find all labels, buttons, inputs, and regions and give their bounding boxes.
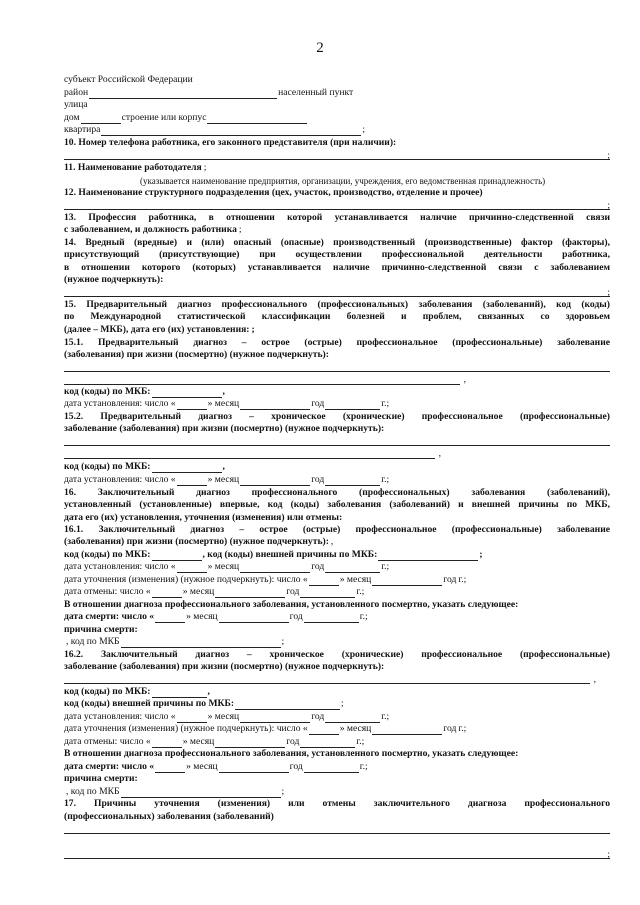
address-semicolon: ; xyxy=(362,124,366,135)
final-acute-death-mkb-row xyxy=(64,636,610,648)
final-acute-mkb-label: код (коды) по МКБ: xyxy=(64,549,151,560)
section-16-2-line2: заболевание (заболевания) при жизни (посмертно) (нужное подчеркнуть): xyxy=(64,661,385,672)
address-house-label: дом xyxy=(64,112,80,123)
address-district-field[interactable] xyxy=(89,89,277,99)
section-16-line2: установленный (установленные) впервые, код (коды) заболевания (заболеваний) и внешней причины по МКБ, xyxy=(64,499,610,510)
final-acute-cancel-day-field[interactable] xyxy=(152,588,182,598)
prelim-chronic-mkb-field[interactable] xyxy=(152,463,222,473)
section-11-end: ; xyxy=(203,162,207,173)
final-chronic-death-day-field[interactable] xyxy=(155,763,185,773)
section-14-line1: 14. Вредный (вредные) и (или) опасный (опасные) производственный (производственные) фактор (факторы), xyxy=(64,237,610,248)
address-apartment-row xyxy=(64,124,610,136)
address-building-field[interactable] xyxy=(207,114,307,124)
section-16-2-comma: , xyxy=(593,674,596,685)
page-number: 2 xyxy=(316,40,324,56)
prelim-chronic-month-field[interactable] xyxy=(240,476,310,486)
final-chronic-ext-field[interactable] xyxy=(235,700,340,710)
final-chronic-cancel-label: дата отмены: число « xyxy=(64,736,151,747)
final-chronic-refine-year-end: г.; xyxy=(458,723,467,734)
prelim-chronic-mkb-comma: , xyxy=(222,461,225,472)
section-14-line4: (нужное подчеркнуть): xyxy=(64,274,164,285)
address-apartment-label: квартира xyxy=(64,124,101,135)
section-17-rule2 xyxy=(64,858,610,859)
section-10-label: 10. Номер телефона работника, его законного представителя (при наличии): xyxy=(64,137,397,148)
final-acute-mkb-field[interactable] xyxy=(152,551,202,561)
section-17-rule1 xyxy=(64,833,610,834)
final-chronic-cancel-day-field[interactable] xyxy=(152,738,182,748)
section-15-1-rule2 xyxy=(64,384,460,385)
section-15-2-line2: заболевание (заболевания) при жизни (посмертно) (нужное подчеркнуть): xyxy=(64,423,385,434)
final-acute-death-label: дата смерти: число « xyxy=(64,611,155,622)
section-16-2-line1: 16.2. Заключительный диагноз – хроническое (хронические) профессиональное (профессиональные) xyxy=(64,649,610,660)
final-chronic-mkb-field[interactable] xyxy=(152,688,207,698)
section-11-hint: (указывается наименование предприятия, организации, учреждения, его ведомственная принадлежность) xyxy=(140,176,546,186)
final-chronic-death-month-label: » месяц xyxy=(186,761,218,772)
section-15-1-row xyxy=(64,349,610,361)
section-16-1-line2: (заболевания) при жизни (посмертно) (нужное подчеркнуть): xyxy=(64,536,329,547)
prelim-acute-month-label: » месяц xyxy=(207,398,240,409)
prelim-chronic-date-row xyxy=(64,474,610,486)
section-15-1-rule1 xyxy=(64,371,610,372)
address-district-row xyxy=(64,87,610,99)
section-10-row xyxy=(64,137,610,149)
prelim-chronic-mkb-label: код (коды) по МКБ: xyxy=(64,461,151,472)
final-acute-day-field[interactable] xyxy=(177,563,207,573)
final-chronic-ext-end: ; xyxy=(341,698,344,709)
section-15-2-rule2 xyxy=(64,458,435,459)
section-10-rule xyxy=(64,159,610,160)
prelim-chronic-month-label: » месяц xyxy=(207,474,240,485)
final-chronic-cancel-row xyxy=(64,736,610,748)
final-chronic-death-cause-label: причина смерти: xyxy=(64,773,138,784)
address-house-field[interactable] xyxy=(81,114,121,124)
section-12-row xyxy=(64,187,610,199)
final-acute-date-label: дата установления: число « xyxy=(64,561,176,572)
final-acute-refine-month-label: » месяц xyxy=(339,574,372,585)
final-acute-month-label: » месяц xyxy=(207,561,240,572)
section-10-end: ; xyxy=(607,150,610,161)
section-16-2-row xyxy=(64,661,610,673)
final-chronic-year-end: г.; xyxy=(381,711,390,722)
address-subject-row xyxy=(64,74,610,86)
final-acute-death-mkb-label: , код по МКБ xyxy=(66,636,120,647)
prelim-chronic-year-field[interactable] xyxy=(325,476,380,486)
final-chronic-cancel-year-field[interactable] xyxy=(300,738,355,748)
section-15-line3: (далее – МКБ), дата его (их) установления: xyxy=(64,324,250,335)
address-apartment-field[interactable] xyxy=(101,126,361,136)
final-chronic-death-mkb-field[interactable] xyxy=(121,788,281,798)
final-chronic-cancel-month-label: » месяц xyxy=(182,736,215,747)
section-16-line3: дата его (их) установления, уточнения (изменения) или отмены: xyxy=(64,512,343,523)
final-acute-cancel-row xyxy=(64,586,610,598)
section-15-2-row xyxy=(64,423,610,435)
final-chronic-death-mkb-end: ; xyxy=(281,786,285,797)
final-acute-ext-label: , код (коды) внешней причины по МКБ: xyxy=(202,549,378,560)
final-acute-year-field[interactable] xyxy=(325,563,380,573)
prelim-acute-day-field[interactable] xyxy=(177,400,207,410)
final-acute-death-month-field[interactable] xyxy=(219,613,289,623)
prelim-acute-mkb-label: код (коды) по МКБ: xyxy=(64,386,151,397)
final-chronic-year-field[interactable] xyxy=(325,713,380,723)
section-16-1-comma: , xyxy=(330,536,334,547)
prelim-acute-month-field[interactable] xyxy=(240,400,310,410)
section-13-line1: 13. Профессия работника, в отношении которой устанавливается наличие причинно-следственной связи xyxy=(64,212,610,223)
section-12-label: 12. Наименование структурного подразделения (цех, участок, производство, отделение и прочее) xyxy=(64,187,483,198)
section-15-1-line1: 15.1. Предварительный диагноз – острое (острые) профессиональное (профессиональные) заболевание xyxy=(64,337,610,348)
address-house-row xyxy=(64,112,610,124)
final-acute-refine-year-end: г.; xyxy=(458,574,467,585)
prelim-chronic-year-end: г.; xyxy=(381,474,390,485)
final-chronic-death-mkb-row xyxy=(64,786,610,798)
section-17-row xyxy=(64,811,610,823)
final-acute-cancel-year-field[interactable] xyxy=(300,588,355,598)
final-chronic-death-label: дата смерти: число « xyxy=(64,761,155,772)
final-acute-death-cause-row xyxy=(64,624,610,636)
section-16-line1: 16. Заключительный диагноз профессионального (профессиональных) заболевания (заболеваний), xyxy=(64,487,610,498)
section-11-label: 11. Наименование работодателя xyxy=(64,162,202,173)
final-acute-refine-row xyxy=(64,574,610,586)
prelim-acute-date-label: дата установления: число « xyxy=(64,398,176,409)
prelim-chronic-year-label: год xyxy=(311,474,325,485)
final-acute-year-end: г.; xyxy=(381,561,390,572)
prelim-chronic-mkb-row xyxy=(64,461,610,473)
section-15-2-rule1 xyxy=(64,445,610,446)
address-street-row xyxy=(64,99,610,111)
final-acute-ext-end: ; xyxy=(479,549,483,560)
final-chronic-refine-day-field[interactable] xyxy=(309,725,339,735)
prelim-acute-year-label: год xyxy=(311,398,325,409)
final-acute-death-row xyxy=(64,611,610,623)
section-15-1-comma: , xyxy=(463,374,466,385)
address-street-label: улица xyxy=(64,99,88,110)
address-subject-label: субъект Российской Федерации xyxy=(64,74,193,85)
section-14-line3: в отношении которого (которых) устанавливается наличие причинно-следственной связи с заболеванием xyxy=(64,262,610,273)
final-chronic-mkb-label: код (коды) по МКБ: xyxy=(64,686,151,697)
final-chronic-death-year-field[interactable] xyxy=(304,763,359,773)
final-chronic-day-field[interactable] xyxy=(177,713,207,723)
final-chronic-refine-month-label: » месяц xyxy=(339,723,372,734)
final-chronic-death-year-end: г.; xyxy=(359,761,368,772)
section-14-line2: присутствующий (присутствующие) при осуществлении профессиональной деятельности работника, xyxy=(64,249,610,260)
final-acute-refine-month-field[interactable] xyxy=(372,576,442,586)
final-acute-refine-label: дата уточнения (изменения) (нужное подчеркнуть): число « xyxy=(64,574,308,585)
final-acute-posthumous-note: В отношении диагноза профессионального заболевания, установленного посмертно, указать следующее: xyxy=(64,599,519,610)
section-17-line1: 17. Причины уточнения (изменения) или отмены заключительного диагноза профессионального xyxy=(64,798,610,809)
final-acute-cancel-month-field[interactable] xyxy=(215,588,285,598)
final-chronic-cancel-year-end: г.; xyxy=(356,736,365,747)
prelim-chronic-day-field[interactable] xyxy=(177,476,207,486)
prelim-chronic-date-label: дата установления: число « xyxy=(64,474,176,485)
final-chronic-month-label: » месяц xyxy=(207,711,240,722)
prelim-acute-mkb-comma: , xyxy=(222,386,225,397)
section-15-line1: 15. Предварительный диагноз профессионального (профессиональных) заболевания (заболеваний), код (коды) xyxy=(64,299,610,310)
final-chronic-death-mkb-label: , код по МКБ xyxy=(66,786,120,797)
final-acute-death-month-label: » месяц xyxy=(186,611,218,622)
address-settlement-label: населенный пункт xyxy=(278,87,354,98)
final-acute-death-mkb-field[interactable] xyxy=(121,638,281,648)
final-acute-mkb-row xyxy=(64,549,610,561)
section-15-1-line2: (заболевания) при жизни (посмертно) (нужное подчеркнуть): xyxy=(64,349,329,360)
address-district-label: район xyxy=(64,87,89,98)
section-15-2-comma: , xyxy=(438,448,441,459)
section-13-row xyxy=(64,224,610,236)
section-16-1-row xyxy=(64,536,610,548)
final-chronic-mkb-row xyxy=(64,686,610,698)
final-chronic-refine-month-field[interactable] xyxy=(372,725,442,735)
final-acute-cancel-label: дата отмены: число « xyxy=(64,586,151,597)
final-chronic-death-row xyxy=(64,761,610,773)
section-14-row xyxy=(64,274,610,286)
section-16-2-rule xyxy=(64,683,590,684)
final-chronic-mkb-comma: , xyxy=(207,686,210,697)
final-chronic-ext-row xyxy=(64,698,610,710)
prelim-acute-date-row xyxy=(64,398,610,410)
final-acute-death-year-end: г.; xyxy=(359,611,368,622)
final-chronic-death-month-field[interactable] xyxy=(219,763,289,773)
final-acute-ext-field[interactable] xyxy=(378,551,478,561)
section-13-end: ; xyxy=(238,224,242,235)
address-building-label: строение или корпус xyxy=(121,112,207,123)
final-chronic-year-label: год xyxy=(311,711,325,722)
section-13-line2: с заболеванием, и должность работника xyxy=(64,224,237,235)
final-chronic-date-row xyxy=(64,711,610,723)
final-chronic-posthumous-note: В отношении диагноза профессионального заболевания, установленного посмертно, указать следующее: xyxy=(64,748,519,759)
final-chronic-month-field[interactable] xyxy=(240,713,310,723)
final-chronic-death-year-label: год xyxy=(289,761,303,772)
section-16-1-line1: 16.1. Заключительный диагноз – острое (острые) профессиональное (профессиональные) заболевание xyxy=(64,524,610,535)
section-15-line2: по Международной статистической классификации болезней и проблем, связанных со здоровьем xyxy=(64,311,610,322)
final-chronic-ext-label: код (коды) внешней причины по МКБ: xyxy=(64,698,235,709)
final-acute-death-mkb-end: ; xyxy=(281,636,285,647)
final-chronic-refine-year-label: год xyxy=(443,723,457,734)
final-acute-cancel-year-label: год xyxy=(286,586,300,597)
section-17-end: ; xyxy=(607,849,610,860)
final-acute-cancel-month-label: » месяц xyxy=(182,586,215,597)
final-acute-year-label: год xyxy=(311,561,325,572)
section-14-end: ; xyxy=(607,287,610,298)
section-12-rule xyxy=(64,209,610,210)
final-chronic-cancel-month-field[interactable] xyxy=(215,738,285,748)
section-14-rule xyxy=(64,296,610,297)
final-chronic-cancel-year-label: год xyxy=(286,736,300,747)
section-12-end: ; xyxy=(607,200,610,211)
final-chronic-refine-label: дата уточнения (изменения) (нужное подчеркнуть): число « xyxy=(64,723,308,734)
section-17-line2: (профессиональных) заболевания (заболеваний) xyxy=(64,811,274,822)
section-15-row xyxy=(64,324,610,336)
final-acute-death-day-field[interactable] xyxy=(155,613,185,623)
section-15-2-line1: 15.2. Предварительный диагноз – хроническое (хронические) профессиональное (профессиональные) xyxy=(64,411,610,422)
final-acute-death-year-field[interactable] xyxy=(304,613,359,623)
final-acute-cancel-year-end: г.; xyxy=(356,586,365,597)
final-acute-refine-day-field[interactable] xyxy=(309,576,339,586)
section-15-end: ; xyxy=(251,324,255,335)
final-acute-death-year-label: год xyxy=(289,611,303,622)
final-acute-death-cause-label: причина смерти: xyxy=(64,624,138,635)
prelim-acute-mkb-row xyxy=(64,386,610,398)
final-acute-refine-year-label: год xyxy=(443,574,457,585)
prelim-acute-mkb-field[interactable] xyxy=(152,388,222,398)
prelim-acute-year-field[interactable] xyxy=(325,400,380,410)
final-chronic-date-label: дата установления: число « xyxy=(64,711,176,722)
final-chronic-death-cause-row xyxy=(64,773,610,785)
prelim-acute-year-end: г.; xyxy=(381,398,390,409)
final-chronic-refine-row xyxy=(64,723,610,735)
final-acute-date-row xyxy=(64,561,610,573)
section-11-row xyxy=(64,162,610,174)
final-acute-month-field[interactable] xyxy=(240,563,310,573)
